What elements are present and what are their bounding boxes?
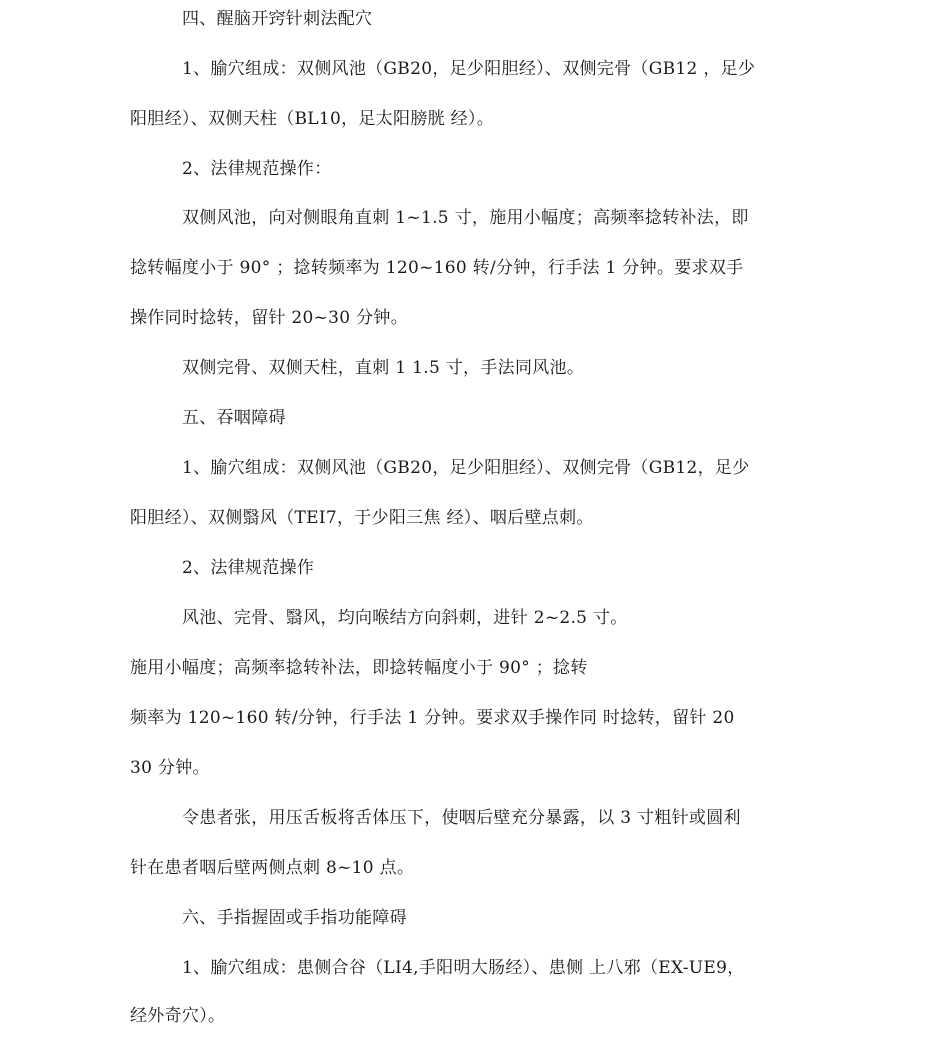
paragraph-line: 针在患者咽后壁两侧点刺 8~10 点。 <box>130 858 415 878</box>
paragraph-line: 双侧完骨、双侧天柱，直刺 1 1.5 寸，手法同风池。 <box>182 358 585 378</box>
paragraph-line: 令患者张，用压舌板将舌体压下，使咽后壁充分暴露，以 3 寸粗针或圆利 <box>182 808 741 828</box>
paragraph-line: 1、腧穴组成：双侧风池（GB20，足少阳胆经）、双侧完骨（GB12 ，足少 <box>182 59 756 79</box>
paragraph-line: 施用小幅度；高频率捻转补法，即捻转幅度小于 90° ；捻转 <box>130 658 588 678</box>
paragraph-line: 1、腧穴组成：患侧合谷（LI4,手阳明大肠经）、患侧 上八邪（EX-UE9， <box>182 958 745 978</box>
section-heading: 四、醒脑开窍针刺法配穴 <box>182 9 373 29</box>
paragraph-line: 捻转幅度小于 90° ；捻转频率为 120~160 转/分钟，行手法 1 分钟。要求双手 <box>130 258 744 278</box>
paragraph-line: 30 分钟。 <box>130 758 210 778</box>
paragraph-line: 频率为 120~160 转/分钟，行手法 1 分钟。要求双手操作同 时捻转，留针 20 <box>130 708 735 728</box>
paragraph-line: 双侧风池，向对侧眼角直刺 1~1.5 寸，施用小幅度；高频率捻转补法，即 <box>182 208 749 228</box>
subsection-heading: 2、法律规范操作： <box>182 159 332 179</box>
paragraph-line: 操作同时捻转，留针 20~30 分钟。 <box>130 308 409 328</box>
paragraph-line: 经外奇穴）。 <box>130 1006 226 1026</box>
paragraph-line: 1、腧穴组成：双侧风池（GB20，足少阳胆经）、双侧完骨（GB12，足少 <box>182 458 750 478</box>
paragraph-line: 阳胆经）、双侧翳风（TEI7，于少阳三焦 经）、咽后壁点刺。 <box>130 508 594 528</box>
paragraph-line: 阳胆经）、双侧天柱（BL10，足太阳膀胱 经）。 <box>130 109 495 129</box>
section-heading: 五、吞咽障碍 <box>182 408 286 428</box>
subsection-heading: 2、法律规范操作 <box>182 558 315 578</box>
section-heading: 六、手指握固或手指功能障碍 <box>182 908 407 928</box>
paragraph-line: 风池、完骨、翳风，均向喉结方向斜刺，进针 2~2.5 寸。 <box>182 608 628 628</box>
